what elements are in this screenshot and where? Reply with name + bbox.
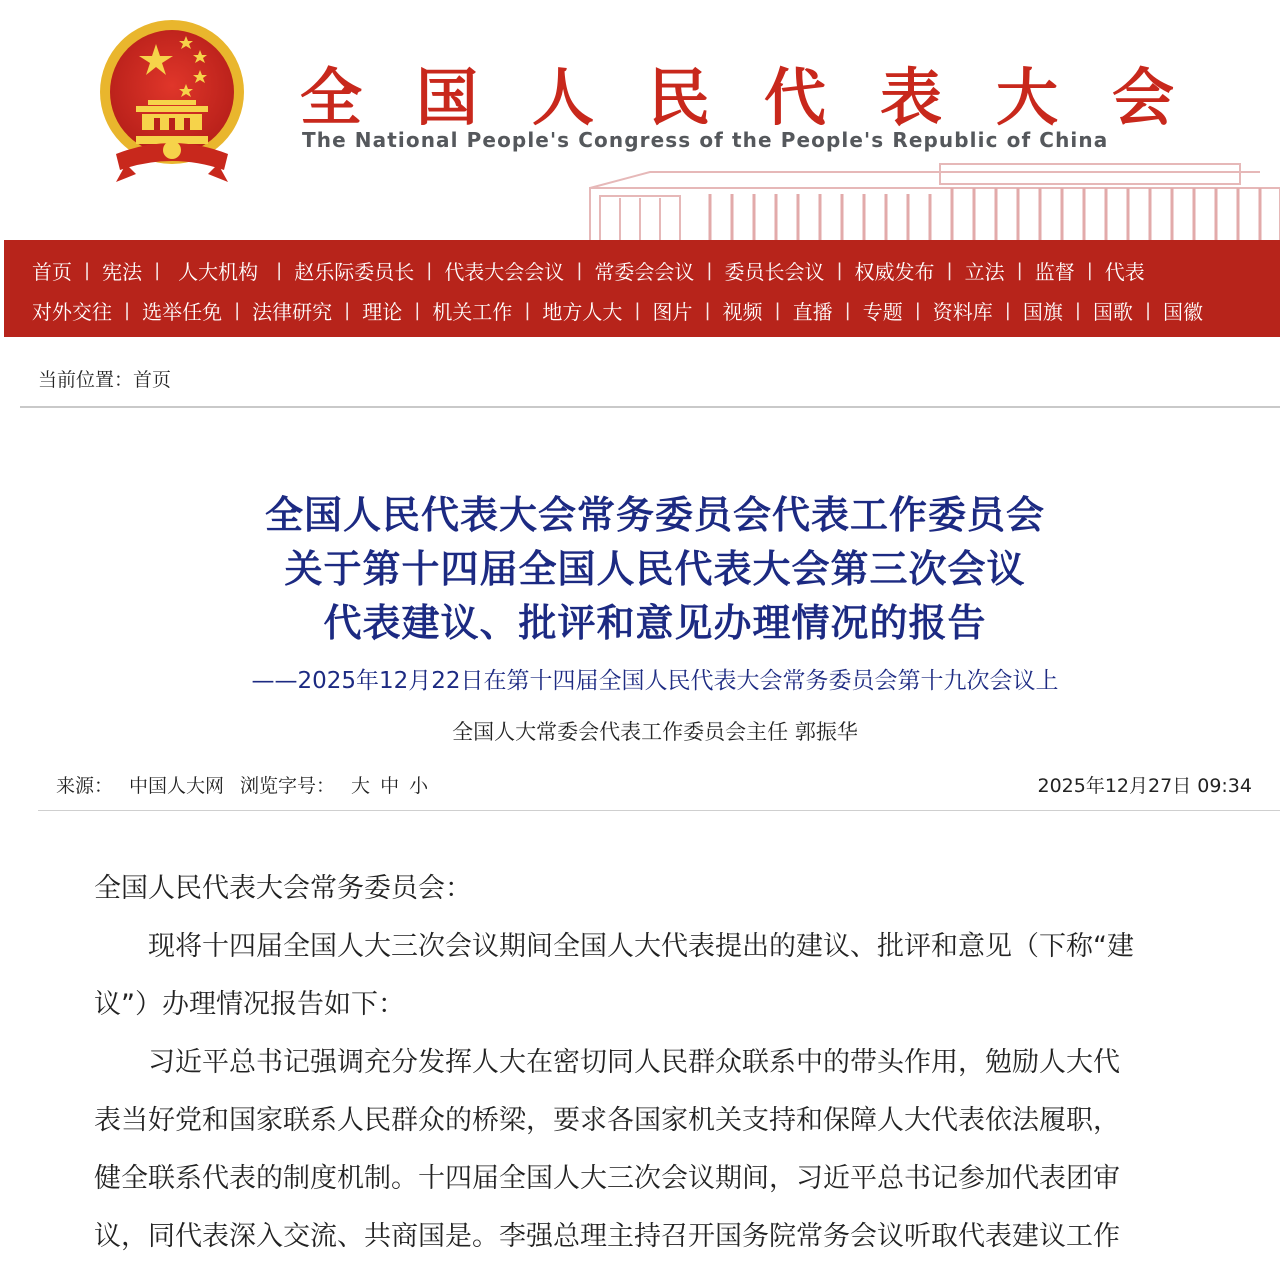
breadcrumb-home-link[interactable]: 首页 bbox=[133, 369, 172, 391]
title-char: 大 bbox=[996, 61, 1059, 134]
site-title-en: The National People's Congress of the People's Republic of China bbox=[302, 128, 1109, 152]
nav-item[interactable]: 法律研究 bbox=[252, 299, 333, 324]
nav-row-2 bbox=[32, 292, 1280, 328]
nav-separator: | bbox=[344, 299, 351, 321]
font-size-medium-button[interactable]: 中 bbox=[380, 775, 400, 797]
nav-item[interactable]: 代表 bbox=[1104, 259, 1145, 284]
nav-separator: | bbox=[634, 299, 641, 321]
nav-item[interactable]: 图片 bbox=[652, 299, 693, 324]
source-value: 中国人大网 bbox=[129, 775, 225, 797]
body-line: 议，同代表深入交流、共商国是。李强总理主持召开国务院常务会议听取代表建议工作 bbox=[94, 1221, 1120, 1252]
nav-separator: | bbox=[914, 299, 921, 321]
body-line: 全国人民代表大会常务委员会： bbox=[94, 873, 472, 904]
nav-separator: | bbox=[154, 259, 161, 281]
nav-separator: | bbox=[836, 259, 843, 281]
nav-item[interactable]: 对外交往 bbox=[32, 299, 112, 324]
nav-separator: | bbox=[1086, 259, 1093, 281]
nav-separator: | bbox=[706, 259, 713, 281]
body-line: 现将十四届全国人大三次会议期间全国人大代表提出的建议、批评和意见（下称“建 bbox=[94, 931, 1134, 962]
breadcrumb bbox=[38, 365, 171, 392]
article-meta bbox=[56, 771, 438, 798]
nav-separator: | bbox=[1016, 259, 1023, 281]
nav-separator: | bbox=[774, 299, 781, 321]
nav-separator: | bbox=[524, 299, 531, 321]
breadcrumb-label: 当前位置： bbox=[38, 369, 134, 391]
nav-item[interactable]: 宪法 bbox=[102, 259, 143, 284]
article-subtitle: ——2025年12月22日在第十四届全国人民代表大会常务委员会第十九次会议上 bbox=[251, 668, 1059, 694]
article-author: 全国人大常委会代表工作委员会主任 郭振华 bbox=[452, 720, 858, 744]
nav-item[interactable]: 视频 bbox=[722, 299, 763, 324]
font-size-small-button[interactable]: 小 bbox=[409, 775, 429, 797]
nav-separator: | bbox=[276, 259, 283, 281]
nav-item[interactable]: 资料库 bbox=[932, 299, 993, 324]
nav-separator: | bbox=[426, 259, 433, 281]
main-nav bbox=[4, 240, 1280, 337]
nav-separator: | bbox=[234, 299, 241, 321]
nav-separator: | bbox=[124, 299, 131, 321]
nav-item[interactable]: 地方人大 bbox=[542, 299, 623, 324]
nav-item[interactable]: 选举任免 bbox=[142, 299, 223, 324]
nav-item[interactable]: 直播 bbox=[792, 299, 833, 324]
title-char: 国 bbox=[416, 61, 479, 134]
nav-item[interactable]: 代表大会会议 bbox=[444, 259, 565, 284]
article-title-line: 关于第十四届全国人民代表大会第三次会议 bbox=[284, 547, 1026, 591]
font-size-label: 浏览字号： bbox=[240, 775, 336, 797]
nav-item[interactable]: 赵乐际委员长 bbox=[294, 259, 415, 284]
nav-item[interactable]: 常委会会议 bbox=[594, 259, 695, 284]
nav-separator: | bbox=[844, 299, 851, 321]
nav-item[interactable]: 国旗 bbox=[1022, 299, 1063, 324]
nav-item[interactable]: 人大机构 bbox=[178, 259, 259, 284]
nav-item[interactable]: 理论 bbox=[362, 299, 403, 324]
nav-item[interactable]: 权威发布 bbox=[854, 259, 935, 284]
nav-row-1 bbox=[32, 252, 1280, 288]
title-char: 代 bbox=[764, 61, 827, 134]
article-title-line: 全国人民代表大会常务委员会代表工作委员会 bbox=[264, 493, 1045, 537]
body-line: 议”）办理情况报告如下： bbox=[94, 989, 405, 1020]
nav-separator: | bbox=[1144, 299, 1152, 321]
source-label: 来源： bbox=[56, 775, 114, 797]
great-hall-illustration bbox=[560, 158, 1280, 240]
nav-item[interactable]: 专题 bbox=[862, 299, 903, 324]
site-header bbox=[0, 0, 1280, 240]
body-line: 习近平总书记强调充分发挥人大在密切同人民群众联系中的带头作用，勉励人大代 bbox=[94, 1047, 1120, 1078]
nav-item[interactable]: 委员长会议 bbox=[724, 259, 825, 284]
nav-separator: | bbox=[414, 299, 421, 321]
body-line: 表当好党和国家联系人民群众的桥梁，要求各国家机关支持和保障人大代表依法履职， bbox=[94, 1105, 1120, 1136]
title-char: 全 bbox=[300, 61, 363, 134]
nav-separator: | bbox=[84, 259, 91, 281]
nav-separator: | bbox=[576, 259, 583, 281]
title-char: 民 bbox=[648, 61, 711, 134]
nav-item[interactable]: 国徽 bbox=[1163, 299, 1204, 324]
title-char: 人 bbox=[532, 61, 595, 134]
publish-datetime: 2025年12月27日 09:34 bbox=[1037, 775, 1252, 797]
nav-item[interactable]: 监督 bbox=[1034, 259, 1075, 284]
divider bbox=[38, 810, 1280, 811]
nav-separator: | bbox=[704, 299, 711, 321]
nav-item[interactable]: 国歌 bbox=[1092, 299, 1133, 324]
article-title-line: 代表建议、批评和意见办理情况的报告 bbox=[323, 601, 987, 645]
font-size-large-button[interactable]: 大 bbox=[351, 775, 371, 797]
site-title-cn[interactable] bbox=[300, 48, 1228, 134]
nav-separator: | bbox=[946, 259, 953, 281]
nav-item[interactable]: 机关工作 bbox=[432, 299, 513, 324]
national-emblem-icon[interactable] bbox=[96, 14, 248, 184]
nav-item[interactable]: 首页 bbox=[32, 259, 72, 284]
nav-separator: | bbox=[1074, 299, 1081, 321]
nav-separator: | bbox=[1004, 299, 1011, 321]
divider bbox=[20, 406, 1280, 408]
nav-item[interactable]: 立法 bbox=[964, 259, 1005, 284]
title-char: 会 bbox=[1112, 61, 1175, 134]
body-line: 健全联系代表的制度机制。十四届全国人大三次会议期间，习近平总书记参加代表团审 bbox=[94, 1163, 1120, 1194]
title-char: 表 bbox=[880, 61, 943, 134]
